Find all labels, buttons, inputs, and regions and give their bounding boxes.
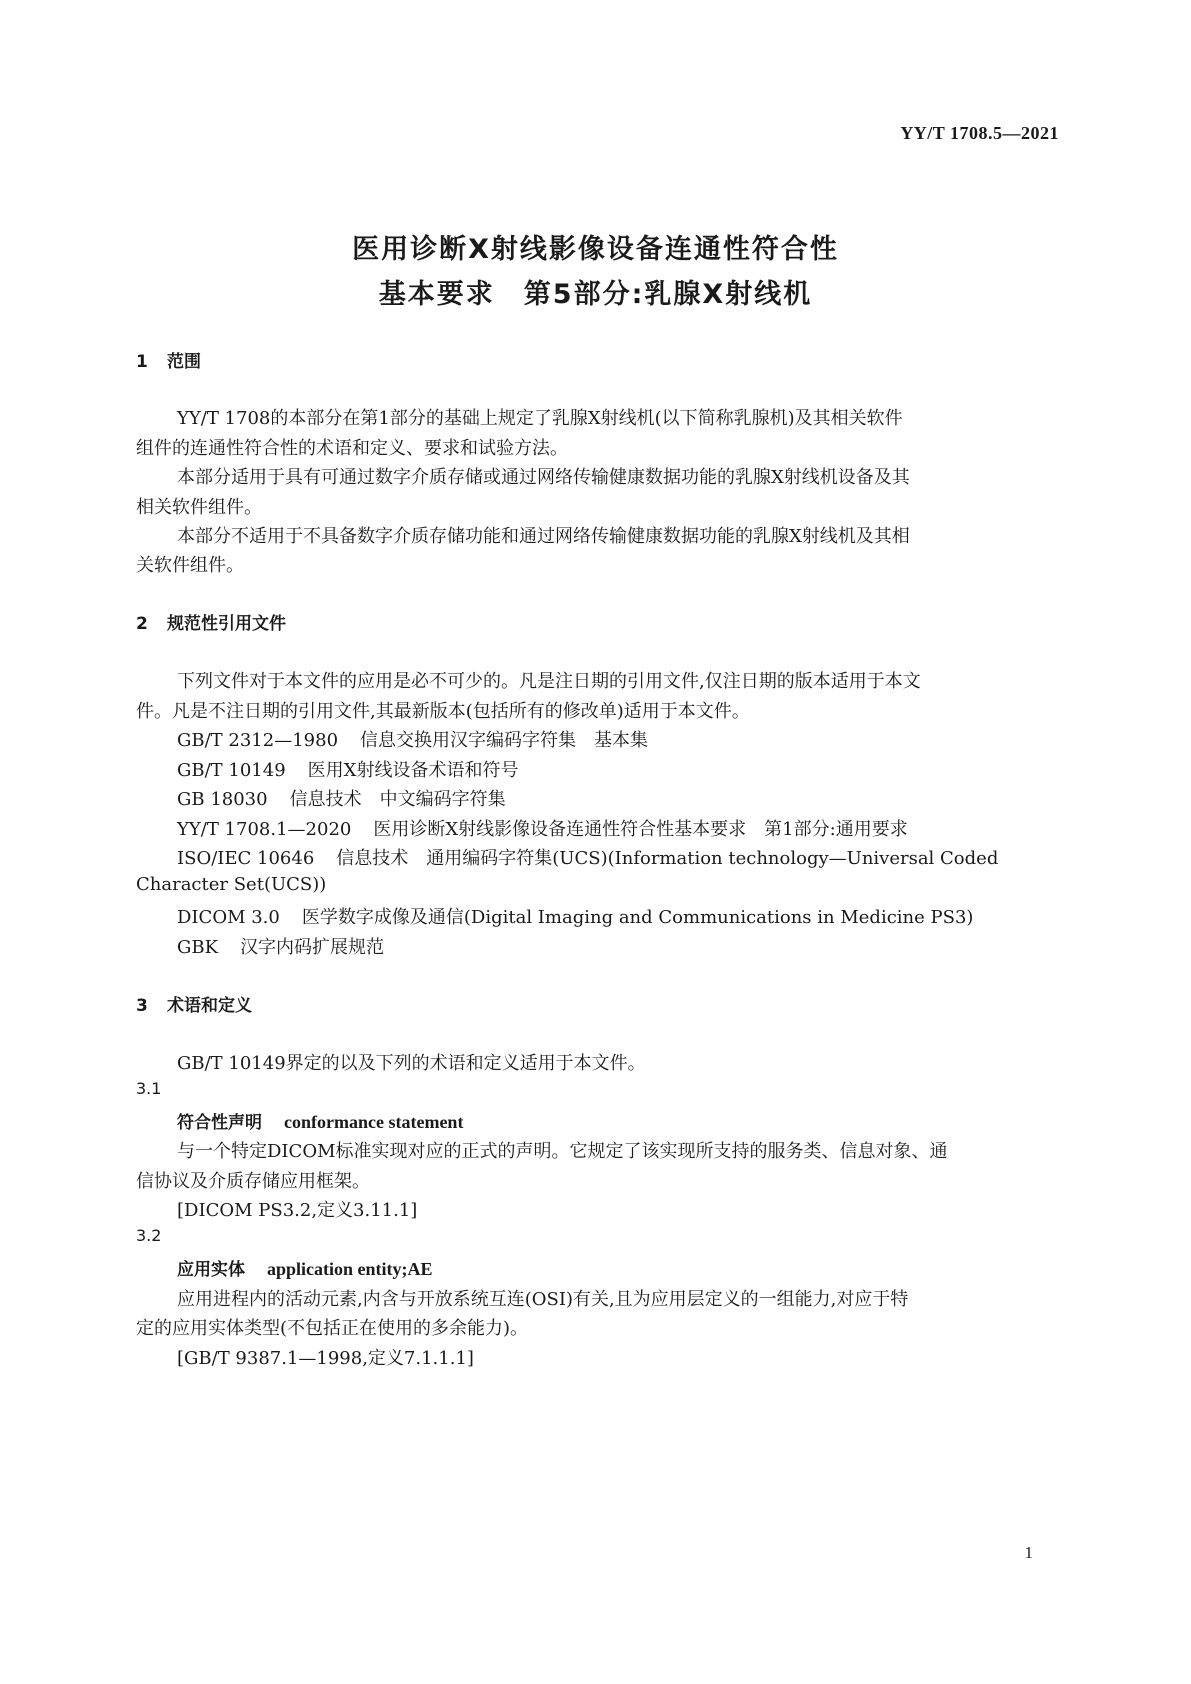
reference-code: GBK bbox=[177, 937, 219, 958]
paragraph-line: 下列文件对于本文件的应用是必不可少的。凡是注日期的引用文件,仅注日期的版本适用于本文 bbox=[177, 671, 921, 692]
reference-title: 医学数字成像及通信(Digital Imaging and Communications in Medicine PS3) bbox=[301, 907, 974, 928]
reference-code: GB/T 10149 bbox=[177, 760, 286, 781]
reference-code: ISO/IEC 10646 bbox=[177, 848, 315, 869]
paragraph-line: 相关软件组件。 bbox=[136, 497, 262, 518]
section-number: 2 bbox=[136, 614, 148, 634]
definition-source: [DICOM PS3.2,定义3.11.1] bbox=[177, 1200, 418, 1221]
paragraph-line: 关软件组件。 bbox=[136, 555, 244, 576]
reference-item bbox=[177, 903, 973, 929]
section-number: 1 bbox=[136, 352, 148, 372]
reference-item bbox=[177, 756, 519, 782]
reference-item bbox=[177, 933, 384, 959]
section-title: 规范性引用文件 bbox=[167, 614, 286, 634]
definition-line: 与一个特定DICOM标准实现对应的正式的声明。它规定了该实现所支持的服务类、信息对象、通 bbox=[177, 1141, 948, 1162]
section-1-heading bbox=[136, 347, 201, 372]
paragraph-line: 组件的连通性符合性的术语和定义、要求和试验方法。 bbox=[136, 438, 568, 459]
term-en: conformance statement bbox=[284, 1112, 464, 1132]
term-heading bbox=[177, 1108, 463, 1133]
section-title: 术语和定义 bbox=[167, 996, 252, 1016]
definition-line: 定的应用实体类型(不包括正在使用的多余能力)。 bbox=[136, 1318, 529, 1339]
reference-title-continued: Character Set(UCS)) bbox=[136, 874, 327, 895]
section-2-heading bbox=[136, 609, 286, 634]
paragraph-line: 本部分不适用于不具备数字介质存储功能和通过网络传输健康数据功能的乳腺X射线机及其相 bbox=[177, 526, 910, 547]
reference-item bbox=[177, 844, 998, 870]
term-number: 3.1 bbox=[136, 1079, 162, 1098]
reference-item bbox=[177, 726, 648, 752]
reference-title: 信息技术 中文编码字符集 bbox=[289, 789, 506, 810]
term-cn: 符合性声明 bbox=[177, 1113, 262, 1133]
reference-code: YY/T 1708.1—2020 bbox=[177, 819, 352, 840]
term-cn: 应用实体 bbox=[177, 1260, 245, 1280]
page-number: 1 bbox=[1024, 1543, 1033, 1562]
reference-item bbox=[177, 785, 506, 811]
reference-title: 信息交换用汉字编码字符集 基本集 bbox=[360, 730, 649, 751]
term-number: 3.2 bbox=[136, 1226, 162, 1245]
reference-code: DICOM 3.0 bbox=[177, 907, 280, 928]
definition-line: 信协议及介质存储应用框架。 bbox=[136, 1171, 370, 1192]
reference-title: 医用X射线设备术语和符号 bbox=[307, 760, 519, 781]
paragraph-line: 本部分适用于具有可通过数字介质存储或通过网络传输健康数据功能的乳腺X射线机设备及其 bbox=[177, 467, 910, 488]
reference-title: 汉字内码扩展规范 bbox=[240, 937, 385, 958]
reference-code: GB/T 2312—1980 bbox=[177, 730, 339, 751]
paragraph-line: 件。凡是不注日期的引用文件,其最新版本(包括所有的修改单)适用于本文件。 bbox=[136, 701, 750, 722]
paragraph-line: YY/T 1708的本部分在第1部分的基础上规定了乳腺X射线机(以下简称乳腺机)及其相关软件 bbox=[177, 408, 903, 429]
paragraph-line: GB/T 10149界定的以及下列的术语和定义适用于本文件。 bbox=[177, 1053, 646, 1074]
definition-line: 应用进程内的活动元素,内含与开放系统互连(OSI)有关,且为应用层定义的一组能力,对应于特 bbox=[177, 1289, 909, 1310]
reference-title: 医用诊断X射线影像设备连通性符合性基本要求 第1部分:通用要求 bbox=[373, 819, 908, 840]
document-title-line2: 基本要求 第5部分:乳腺X射线机 bbox=[378, 279, 813, 310]
standard-number: YY/T 1708.5—2021 bbox=[900, 123, 1059, 143]
section-3-heading bbox=[136, 991, 252, 1016]
reference-title: 信息技术 通用编码字符集(UCS)(Information technology—Universal Coded bbox=[336, 848, 999, 869]
section-number: 3 bbox=[136, 996, 148, 1016]
term-heading bbox=[177, 1255, 433, 1280]
section-title: 范围 bbox=[167, 352, 201, 372]
document-title-line1: 医用诊断X射线影像设备连通性符合性 bbox=[352, 234, 839, 265]
definition-source: [GB/T 9387.1—1998,定义7.1.1.1] bbox=[177, 1348, 474, 1369]
reference-item bbox=[177, 815, 908, 841]
term-en: application entity;AE bbox=[267, 1259, 433, 1279]
reference-code: GB 18030 bbox=[177, 789, 268, 810]
